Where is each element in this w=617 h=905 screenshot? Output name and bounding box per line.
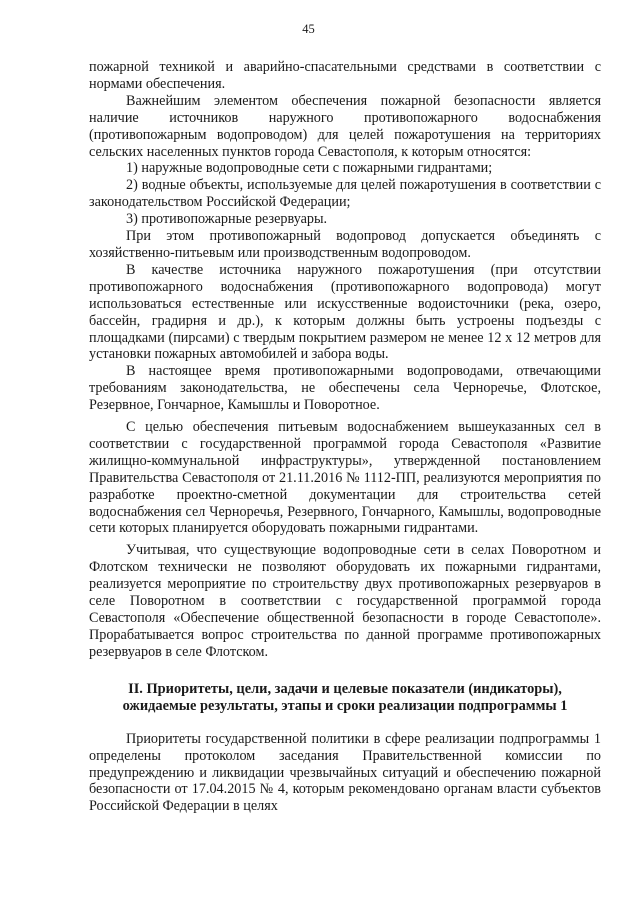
paragraph-7: Учитывая, что существующие водопроводные сети в селах Поворотном и Флотском технически не позволяют оборудовать их пожарными гидрантами, реализуется мероприятие по строительству двух противопожарных резервуаров в селе Поворотном в соответствии с государственной программой города Севастополя «Обеспечение общественной безопасности в городе Севастополе». Прорабатывается вопрос строительства по данной программе противопожарных резервуаров в селе Флотском. <box>89 542 601 660</box>
body-text <box>89 59 601 815</box>
paragraph-4: В качестве источника наружного пожаротушения (при отсутствии противопожарного водоснабжения (противопожарного водопровода) могут использоваться естественные или искусственные водоисточники (река, озеро, бассейн, градирня и др.), к которым должны быть устроены подъезды с площадками (пирсами) с твердым покрытием размером не менее 12 x 12 метров для установки пожарных автомобилей и забора воды. <box>89 261 601 363</box>
paragraph-6: С целью обеспечения питьевым водоснабжением вышеуказанных сел в соответствии с государственной программой города Севастополя «Развитие жилищно-коммунальной инфраструктуры», утвержденной постановлением Правительства Севастополя от 21.11.2016 № 1112-ПП, реализуются мероприятия по разработке проектно-сметной документации для строительства сетей водоснабжения сел Черноречья, Резервного, Гончарного, Камышлы, водопроводные сети которых планируется оборудовать пожарными гидрантами. <box>89 419 601 537</box>
paragraph-8: Приоритеты государственной политики в сфере реализации подпрограммы 1 определены протоколом заседания Правительственной комиссии по предупреждению и ликвидации чрезвычайных ситуаций и обеспечению пожарной безопасности от 17.04.2015 № 4, которым рекомендовано органам власти субъектов Российской Федерации в целях <box>89 730 601 815</box>
page-number: 45 <box>302 22 315 36</box>
section-heading-line-2: ожидаемые результаты, этапы и сроки реализации подпрограммы 1 <box>122 697 568 714</box>
list-item-2: 2) водные объекты, используемые для целей пожаротушения в соответствии с законодательством Российской Федерации; <box>89 177 601 211</box>
paragraph-2: Важнейшим элементом обеспечения пожарной безопасности является наличие источников наружного противопожарного водоснабжения (противопожарным водопроводом) для целей пожаротушения на территориях сельских населенных пунктов города Севастополя, к которым относятся: <box>89 92 601 160</box>
paragraph-3: При этом противопожарный водопровод допускается объединять с хозяйственно-питьевым или производственным водопроводом. <box>89 228 601 261</box>
paragraph-1: пожарной техникой и аварийно-спасательными средствами в соответствии с нормами обеспечения. <box>89 59 601 92</box>
section-heading-line-1: II. Приоритеты, цели, задачи и целевые показатели (индикаторы), <box>128 680 562 697</box>
paragraph-5: В настоящее время противопожарными водопроводами, отвечающими требованиям законодательства, не обеспечены села Черноречье, Флотское, Резервное, Гончарное, Камышлы и Поворотное. <box>89 363 601 414</box>
list-item-1: 1) наружные водопроводные сети с пожарными гидрантами; <box>126 160 493 177</box>
list-item-3: 3) противопожарные резервуары. <box>126 211 328 228</box>
